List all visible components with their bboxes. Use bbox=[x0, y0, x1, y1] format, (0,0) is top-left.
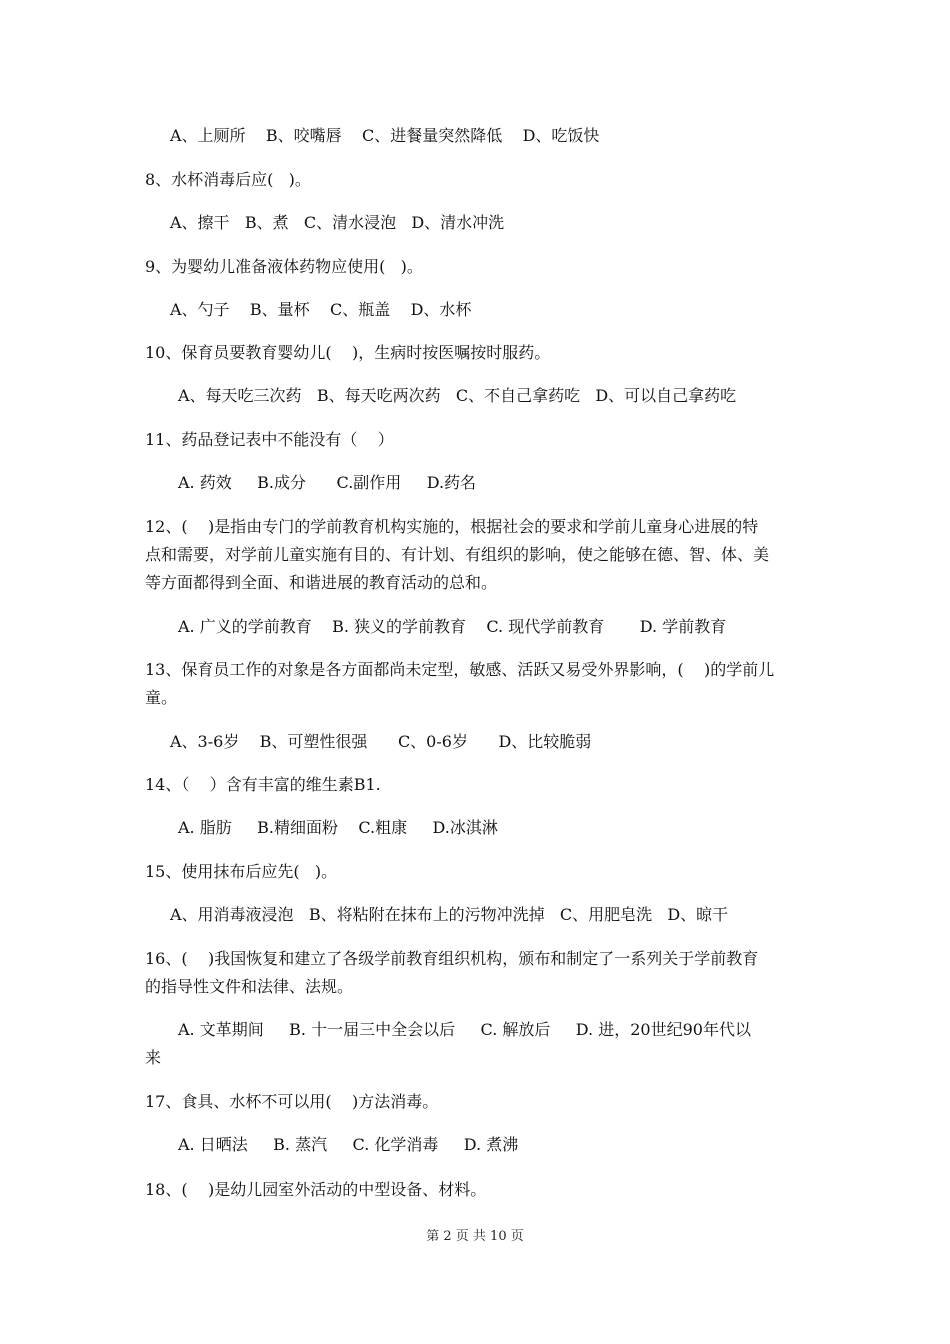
question-17: 17、食具、水杯不可以用( )方法消毒。 bbox=[145, 1092, 439, 1111]
options-q17: A. 日晒法 B. 蒸汽 C. 化学消毒 D. 煮沸 bbox=[178, 1135, 519, 1154]
question-12: 12、( )是指由专门的学前教育机构实施的，根据社会的要求和学前儿童身心进展的特 bbox=[145, 517, 759, 536]
options-q16-cont: 来 bbox=[145, 1048, 162, 1067]
question-11: 11、药品登记表中不能没有（ ） bbox=[145, 430, 394, 449]
options-q12: A. 广义的学前教育 B. 狭义的学前教育 C. 现代学前教育 D. 学前教育 bbox=[178, 617, 727, 636]
options-q10: A、每天吃三次药 B、每天吃两次药 C、不自己拿药吃 D、可以自己拿药吃 bbox=[178, 386, 737, 405]
options-q8: A、擦干 B、煮 C、清水浸泡 D、清水冲洗 bbox=[170, 213, 505, 232]
options-q16: A. 文革期间 B. 十一届三中全会以后 C. 解放后 D. 进，20世纪90年代以 bbox=[178, 1020, 751, 1039]
question-18: 18、( )是幼儿园室外活动的中型设备、材料。 bbox=[145, 1180, 487, 1199]
question-12-cont: 点和需要，对学前儿童实施有目的、有计划、有组织的影响，使之能够在德、智、体、美 bbox=[145, 545, 770, 564]
question-13: 13、保育员工作的对象是各方面都尚未定型，敏感、活跃又易受外界影响，( )的学前儿 bbox=[145, 660, 775, 679]
question-10: 10、保育员要教育婴幼儿( )，生病时按医嘱按时服药。 bbox=[145, 343, 551, 362]
options-q11: A. 药效 B.成分 C.副作用 D.药名 bbox=[178, 473, 477, 492]
question-13-cont: 童。 bbox=[145, 688, 178, 707]
options-q15: A、用消毒液浸泡 B、将粘附在抹布上的污物冲洗掉 C、用肥皂洗 D、晾干 bbox=[170, 905, 729, 924]
question-12-cont: 等方面都得到全面、和谐进展的教育活动的总和。 bbox=[145, 573, 498, 592]
options-q13: A、3-6岁 B、可塑性很强 C、0-6岁 D、比较脆弱 bbox=[170, 732, 592, 751]
question-16: 16、( )我国恢复和建立了各级学前教育组织机构，颁布和制定了一系列关于学前教育 bbox=[145, 949, 759, 968]
options-q14: A. 脂肪 B.精细面粉 C.粗康 D.冰淇淋 bbox=[178, 818, 498, 837]
question-15: 15、使用抹布后应先( )。 bbox=[145, 862, 338, 881]
question-14: 14、（ ）含有丰富的维生素B1. bbox=[145, 775, 381, 794]
question-8: 8、水杯消毒后应( )。 bbox=[145, 170, 311, 189]
page-footer: 第 2 页 共 10 页 bbox=[426, 1229, 524, 1244]
options-q9: A、勺子 B、量杯 C、瓶盖 D、水杯 bbox=[170, 300, 472, 319]
options-q7: A、上厕所 B、咬嘴唇 C、进餐量突然降低 D、吃饭快 bbox=[170, 126, 600, 145]
question-9: 9、为婴幼儿准备液体药物应使用( )。 bbox=[145, 257, 423, 276]
question-16-cont: 的指导性文件和法律、法规。 bbox=[145, 977, 354, 996]
